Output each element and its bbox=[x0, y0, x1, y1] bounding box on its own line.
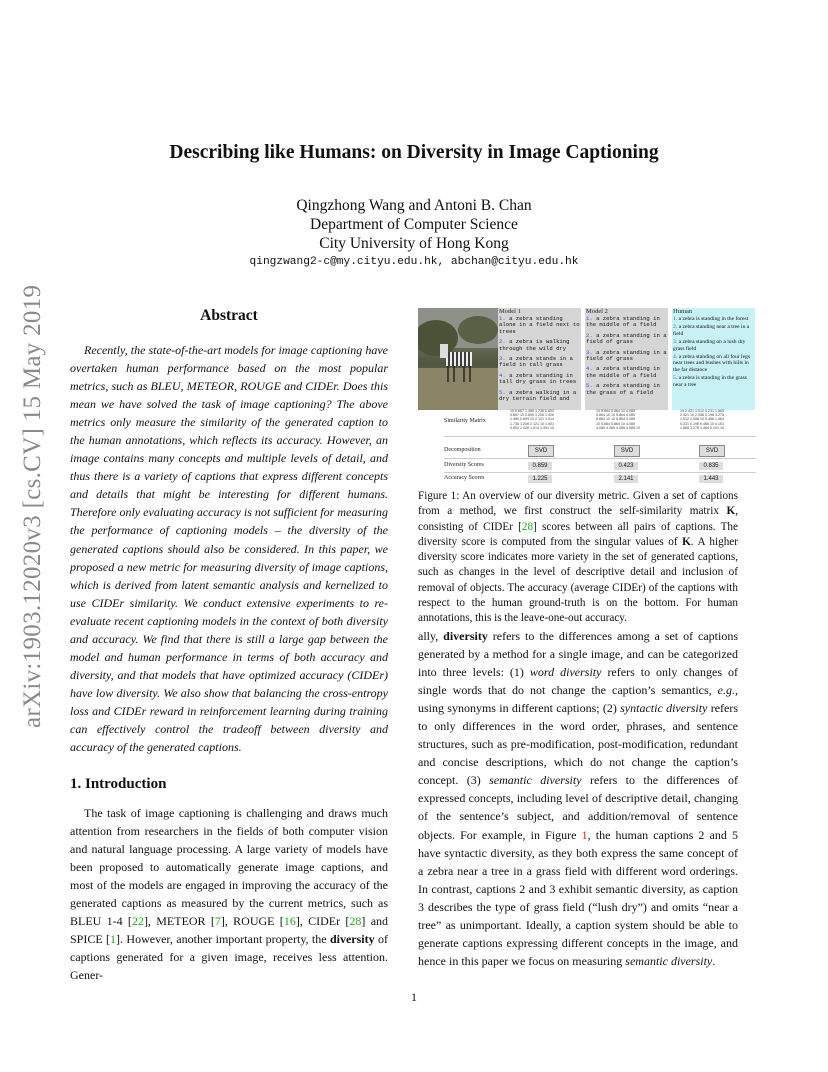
citation-link[interactable]: 22 bbox=[131, 914, 144, 929]
caption-item: 2. a zebra is walking through the wild dry bbox=[499, 338, 570, 352]
svd-box: SVD bbox=[614, 445, 640, 457]
introduction-heading: 1. Introduction bbox=[70, 776, 167, 792]
caption-item: 4. a zebra standing in the middle of a field bbox=[586, 365, 660, 379]
caption-item: 1. a zebra standing in the middle of a field bbox=[586, 315, 660, 329]
divider bbox=[444, 472, 756, 473]
page-number: 1 bbox=[411, 990, 417, 1004]
similarity-matrix: 10 5.864 5.864 10 4.085 5.864 10 10 5.864 4.085 5.864 10 10 5.864 4.085 10 5.864 5.864 10 4.085 4.085 4.085 4.085 4.085 10 bbox=[596, 409, 640, 430]
caption-item: 3. a zebra standing in a field of grass bbox=[586, 348, 667, 363]
column-header: Model 2 bbox=[586, 308, 608, 315]
body-paragraph: ally, diversity refers to the differences among a set of captions generated by a method for a single image, and can be categorized into three levels: (1) word diversity refers to only changes of single words that do not change the caption’s semantics, e.g., using synonyms in different captions; (2) syntactic diversity refers to only differences in the word order, phrases, and sentence structures, such as pre-modification, post-modification, redundant and concise descriptions, which do not change the caption’s concept. (3) semantic diversity refers to the differences of expressed concepts, including level of descriptive detail, changing of the sentence’s subject, and addition/removal of sentence objects. For example, in Figure 1, the human captions 2 and 5 have syntactic diversity, as they both express the same concept of a zebra near a tree in a grass field with different word orderings. In contrast, captions 2 and 3 exhibit semantic diversity, as caption 3 describes the type of grass field (“lush dry”) and omits “near a tree” as unimportant. Ideally, a caption system should be able to generate captions expressing different concepts in the image, and hence in this paper we focus on measuring semantic diversity. bbox=[418, 629, 739, 968]
accuracy-score: 1.225 bbox=[528, 475, 552, 483]
decomposition-row-label: Decomposition bbox=[444, 447, 481, 453]
caption-item: 3. a zebra stands in a field in tall grass bbox=[499, 355, 573, 369]
similarity-row-label: Similarity Matrix bbox=[444, 418, 486, 424]
column-header: Model 1 bbox=[499, 308, 521, 315]
model1-column bbox=[498, 308, 581, 410]
svd-box: SVD bbox=[528, 445, 554, 457]
paper-title: Describing like Humans: on Diversity in Image Captioning bbox=[169, 142, 659, 163]
column-header: Human bbox=[673, 308, 693, 315]
citation-link[interactable]: 16 bbox=[283, 914, 296, 929]
caption-item: 5. a zebra walking in a dry terrain field and bbox=[499, 388, 577, 403]
accuracy-score: 1.443 bbox=[699, 475, 723, 483]
caption-item: 4. a zebra standing on all four legs near trees and bushes with hills in the far distance bbox=[673, 354, 751, 373]
caption-item: 1. a zebra is standing in the forest bbox=[673, 316, 749, 322]
department: Department of Computer Science bbox=[310, 216, 518, 233]
citation-link[interactable]: 28 bbox=[349, 914, 362, 929]
figure-1 bbox=[418, 308, 758, 488]
accuracy-row-label: Accuracy Scores bbox=[444, 475, 485, 481]
citation-link[interactable]: 1 bbox=[110, 932, 117, 947]
caption-item: 4. a zebra standing in tall dry grass in trees bbox=[499, 371, 577, 386]
citation-link[interactable]: 7 bbox=[214, 914, 221, 929]
introduction-paragraph: The task of image captioning is challenging and draws much attention from researchers in the fields of both computer vision and natural language processing. A large variety of models have been proposed to automatically generate image captions, and most of the models are engaged in improving the accuracy of the generated captions as measured by the current metrics, such as BLEU 1-4 [22], METEOR [7], ROUGE [16], CIDEr [28] and SPICE [1]. However, another important property, the diversity of captions generated for a given image, receives less attention. Gener- bbox=[70, 806, 389, 983]
caption-item: 5. a zebra is standing in the grass near a tree bbox=[673, 375, 747, 388]
caption-item: 2. a zebra standing near a tree in a field bbox=[673, 324, 750, 337]
model2-column bbox=[585, 308, 668, 410]
caption-item: 2. a zebra standing in a field of grass bbox=[586, 331, 667, 346]
zebra-icon bbox=[418, 308, 498, 410]
authors: Qingzhong Wang and Antoni B. Chan bbox=[296, 197, 532, 214]
arxiv-identifier: arXiv:1903.12020v3 [cs.CV] 15 May 2019 bbox=[19, 284, 46, 728]
zebra-photo bbox=[418, 308, 498, 410]
diversity-score: 0.423 bbox=[614, 462, 638, 470]
divider bbox=[444, 458, 756, 459]
figure-link[interactable]: 1 bbox=[581, 827, 588, 842]
diversity-score: 0.835 bbox=[699, 462, 723, 470]
similarity-matrix: 10 0.667 1.480 1.736 0.802 0.667 10 0.699 1.206 1.426 1.480 0.699 10 2.121 1.014 1.736 1.206 2.121 10 1.401 0.802 1.426 1.014 1.401 10 bbox=[510, 409, 554, 430]
diversity-score: 0.859 bbox=[528, 462, 552, 470]
similarity-matrix: 10 2.421 1.012 0.231 1.865 2.421 10 2.058 0.196 3.278 1.012 2.058 10 0.466 1.464 0.231 0.196 0.466 10 0.101 1.865 3.278 1.464 0.101 10 bbox=[680, 409, 724, 430]
abstract-heading: Abstract bbox=[200, 307, 258, 324]
abstract-text: Recently, the state-of-the-art models for image captioning have overtaken human performance based on the most popular metrics, such as BLEU, METEOR, ROUGE and CIDEr. Does this mean we have solved the task of image captioning? The above metrics only measure the similarity of the generated caption to the human annotations, which reflects its accuracy. However, an image contains many concepts and multiple levels of detail, and thus there is a variety of captions that express different concepts and details that might be interesting for different humans. Therefore only evaluating accuracy is not sufficient for measuring the performance of captioning models – the diversity of the generated captions should also be considered. In this paper, we proposed a new metric for measuring diversity of image captions, which is derived from latent semantic analysis and kernelized to use CIDEr similarity. We conduct extensive experiments to re-evaluate recent captioning models in the context of both diversity and accuracy. We find that there is still a large gap between the model and human performance in terms of both accuracy and diversity, and that models that have optimized accuracy (CIDEr) have low diversity. We also show that balancing the cross-entropy loss and CIDEr reward in reinforcement learning during training can effectively control the tradeoff between diversity and accuracy of the generated captions. bbox=[70, 343, 388, 755]
university: City University of Hong Kong bbox=[319, 235, 509, 252]
svd-box: SVD bbox=[699, 445, 725, 457]
diversity-row-label: Diversity Scores bbox=[444, 462, 484, 468]
divider bbox=[444, 436, 756, 437]
human-column bbox=[672, 308, 755, 410]
caption-item: 3. a zebra standing on a lush dry grass field bbox=[673, 339, 746, 352]
caption-item: 1. a zebra standing alone in a field next to trees bbox=[499, 315, 580, 335]
author-emails: qingzwang2-c@my.cityu.edu.hk, abchan@cityu.edu.hk bbox=[249, 256, 579, 268]
figure-caption: Figure 1: An overview of our diversity metric. Given a set of captions from a method, we first construct the self-similarity matrix K, consisting of CIDEr [28] scores between all pairs of captions. The diversity score is computed from the singular values of K. A higher diversity score indicates more variety in the set of generated captions, such as changes in the level of descriptive detail and inclusion of removal of objects. The accuracy (average CIDEr) of the captions with respect to the human ground-truth is on the bottom. For human annotations, this is the leave-one-out accuracy. bbox=[418, 490, 738, 625]
accuracy-score: 2.141 bbox=[614, 475, 638, 483]
author-block bbox=[0, 196, 828, 253]
citation-link[interactable]: 28 bbox=[521, 520, 534, 533]
caption-item: 5. a zebra standing in the grass of a field bbox=[586, 382, 660, 396]
